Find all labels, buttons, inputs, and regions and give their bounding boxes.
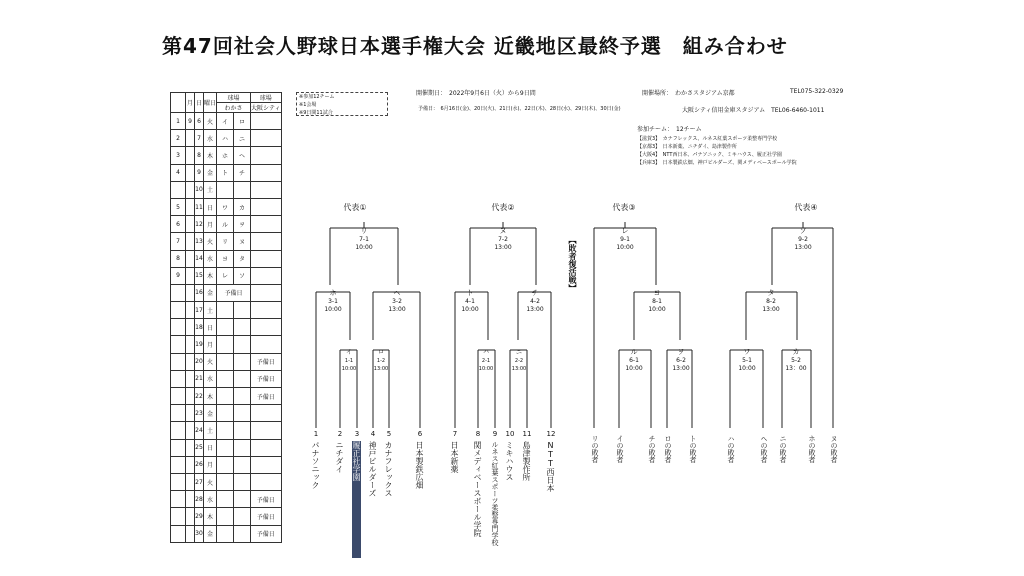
tel1-text: TEL075-322-0329	[790, 88, 844, 95]
row-day: 15	[195, 267, 204, 284]
team-number: 2	[337, 430, 343, 438]
team-number: 12	[546, 430, 556, 438]
row-weekday: 月	[204, 456, 217, 473]
game-letter: ニ	[515, 349, 523, 356]
game-number: 1-2	[376, 358, 386, 364]
row-day: 7	[195, 130, 204, 147]
game-number: 2-1	[481, 358, 491, 364]
row-venue-a-game1: ヨ	[217, 250, 234, 267]
row-venue-a-game2: ヌ	[234, 233, 251, 250]
game-number: 3-2	[392, 298, 402, 305]
row-weekday: 土	[204, 422, 217, 439]
team-number: 9	[492, 430, 498, 438]
game-letter: ホ	[329, 289, 337, 297]
game-letter: ヲ	[677, 348, 685, 356]
header-weekday: 曜日	[204, 93, 217, 113]
teams-count-text: 参加チーム： 12チーム	[637, 126, 702, 133]
game-letter: カ	[792, 348, 800, 356]
loser-slot-label: ホの敗者	[808, 435, 816, 463]
row-number: 7	[171, 233, 186, 250]
row-weekday: 木	[204, 388, 217, 405]
game-letter: ハ	[482, 349, 490, 356]
loser-slot-label: ニの敗者	[779, 435, 787, 463]
row-weekday: 日	[204, 198, 217, 215]
row-venue-a-game2: タ	[234, 250, 251, 267]
row-day: 22	[195, 388, 204, 405]
row-month: 9	[186, 113, 195, 130]
note-line: ※9日間11試合	[299, 110, 333, 116]
row-day: 18	[195, 319, 204, 336]
game-number: 6-1	[629, 357, 639, 364]
row-number: 5	[171, 198, 186, 215]
game-time: 10:00	[461, 306, 479, 313]
loser-slot-label: トの敗者	[689, 435, 697, 463]
row-venue-a-game1: リ	[217, 233, 234, 250]
row-weekday: 土	[204, 181, 217, 198]
row-venue-a-game2: チ	[234, 164, 251, 181]
row-venue-a-reserve: 予備日	[217, 284, 251, 301]
game-time: 13：00	[785, 365, 807, 372]
loser-slot-label: チの敗者	[648, 435, 656, 463]
representative-label: 代表①	[343, 203, 367, 212]
game-number: 5-1	[742, 357, 752, 364]
row-number: 8	[171, 250, 186, 267]
game-time: 13:00	[373, 366, 389, 372]
row-venue-a-game1: ホ	[217, 147, 234, 164]
row-venue-a-game1: イ	[217, 113, 234, 130]
team-name: 島津製作所	[522, 441, 531, 481]
game-letter: ヘ	[393, 289, 401, 297]
game-letter: ソ	[799, 227, 807, 235]
team-name: NTT西日本	[546, 441, 555, 492]
row-weekday: 日	[204, 319, 217, 336]
row-weekday: 月	[204, 336, 217, 353]
row-weekday: 火	[204, 113, 217, 130]
row-venue-a-game1: ト	[217, 164, 234, 181]
team-name: 履正社学園	[352, 441, 361, 558]
row-number: 9	[171, 267, 186, 284]
representative-label: 代表③	[612, 203, 636, 212]
game-time: 10:00	[478, 366, 494, 372]
row-venue-b: 予備日	[251, 491, 282, 508]
game-time: 10:00	[738, 365, 756, 372]
row-weekday: 土	[204, 302, 217, 319]
period-text: 開催期日： 2022年9月6日（火）から9日間	[416, 90, 536, 97]
game-number: 2-2	[514, 358, 524, 364]
team-number: 4	[370, 430, 376, 438]
row-day: 21	[195, 370, 204, 387]
team-name: 神戸ビルダーズ	[368, 441, 377, 497]
team-name: カナフレックス	[384, 441, 393, 497]
row-day: 19	[195, 336, 204, 353]
header-venue-a-name: わかさ	[217, 103, 251, 113]
row-venue-b: 予備日	[251, 508, 282, 525]
row-number: 3	[171, 147, 186, 164]
row-day: 29	[195, 508, 204, 525]
loser-slot-label: ヘの敗者	[760, 435, 768, 463]
venue1-text: 開催場所： わかさスタジアム京都	[642, 90, 735, 97]
game-number: 9-1	[620, 236, 630, 243]
loser-slot-label: イの敗者	[616, 435, 624, 463]
team-name: ミキハウス	[505, 441, 514, 481]
loser-slot-label: ヌの敗者	[830, 435, 838, 463]
team-number: 7	[452, 430, 458, 438]
row-venue-a-game2: ヘ	[234, 147, 251, 164]
game-time: 10:00	[355, 244, 373, 251]
game-letter: ワ	[743, 348, 751, 356]
team-number: 3	[354, 430, 360, 438]
header-day: 日	[195, 93, 204, 113]
row-weekday: 木	[204, 147, 217, 164]
game-letter: ル	[630, 348, 638, 356]
game-time: 10:00	[616, 244, 634, 251]
row-weekday: 木	[204, 267, 217, 284]
row-venue-a-game2: カ	[234, 198, 251, 215]
row-weekday: 木	[204, 508, 217, 525]
game-number: 9-2	[798, 236, 808, 243]
venue2-text: 大阪シティ信用金庫スタジアム TEL06-6460-1011	[682, 107, 825, 114]
row-day: 25	[195, 439, 204, 456]
row-weekday: 金	[204, 405, 217, 422]
tier-line: 【兵庫3】 日本製鉄広畑、神戸ビルダーズ、関メディベースボール学院	[637, 160, 797, 166]
row-day: 9	[195, 164, 204, 181]
row-number: 6	[171, 216, 186, 233]
game-number: 4-2	[530, 298, 540, 305]
row-day: 12	[195, 216, 204, 233]
row-weekday: 金	[204, 164, 217, 181]
row-venue-a-game2: ニ	[234, 130, 251, 147]
game-number: 8-2	[766, 298, 776, 305]
row-weekday: 金	[204, 284, 217, 301]
row-weekday: 水	[204, 130, 217, 147]
representative-label: 代表②	[491, 203, 515, 212]
header-month: 月	[186, 93, 195, 113]
row-weekday: 火	[204, 233, 217, 250]
reserve-text: 予備日： 6月16日(金)、20日(火)、21日(水)、22日(木)、28日(水)、29日(木)、30日(金)	[418, 106, 621, 112]
row-venue-a-game2: ヲ	[234, 216, 251, 233]
loser-slot-label: ハの敗者	[727, 435, 735, 463]
row-venue-a-game1: レ	[217, 267, 234, 284]
row-day: 16	[195, 284, 204, 301]
header-venue-a: 球場	[217, 93, 251, 103]
game-time: 13:00	[794, 244, 812, 251]
game-letter: タ	[767, 289, 775, 297]
row-weekday: 水	[204, 491, 217, 508]
row-day: 23	[195, 405, 204, 422]
team-number: 8	[475, 430, 481, 438]
row-weekday: 水	[204, 370, 217, 387]
game-time: 10:00	[648, 306, 666, 313]
row-weekday: 日	[204, 439, 217, 456]
note-line: ※参加12チーム	[299, 94, 335, 100]
loser-slot-label: リの敗者	[591, 435, 599, 463]
game-time: 13:00	[672, 365, 690, 372]
page-title: 第47回社会人野球日本選手権大会 近畿地区最終予選 組み合わせ	[162, 34, 788, 58]
game-letter: ヨ	[653, 289, 661, 297]
team-number: 5	[386, 430, 392, 438]
row-day: 27	[195, 473, 204, 490]
row-weekday: 火	[204, 353, 217, 370]
game-time: 10:00	[625, 365, 643, 372]
game-letter: ロ	[377, 349, 385, 356]
game-number: 3-1	[328, 298, 338, 305]
row-day: 6	[195, 113, 204, 130]
game-time: 10:00	[341, 366, 357, 372]
note-line: ※1会場	[299, 102, 317, 108]
team-number: 10	[505, 430, 515, 438]
team-number: 6	[417, 430, 423, 438]
tier-line: 【京都3】 日本新薬、ニチダイ、島津製作所	[637, 144, 737, 150]
row-weekday: 火	[204, 473, 217, 490]
game-letter: ト	[466, 289, 474, 297]
row-number: 1	[171, 113, 186, 130]
game-number: 7-2	[498, 236, 508, 243]
team-name: ニチダイ	[335, 441, 344, 473]
team-name: 関メディベースボール学院	[473, 441, 482, 537]
row-number: 2	[171, 130, 186, 147]
row-venue-b: 予備日	[251, 388, 282, 405]
row-day: 17	[195, 302, 204, 319]
game-time: 10:00	[324, 306, 342, 313]
game-letter: チ	[531, 289, 539, 297]
team-number: 11	[522, 430, 532, 438]
game-number: 1-1	[344, 358, 354, 364]
team-name: パナソニック	[311, 441, 320, 489]
row-day: 10	[195, 181, 204, 198]
game-number: 7-1	[359, 236, 369, 243]
tier-line: 【大阪4】 NTT西日本、パナソニック、ミキハウス、履正社学園	[637, 152, 782, 158]
row-venue-b: 予備日	[251, 525, 282, 542]
game-letter: レ	[621, 227, 629, 235]
game-time: 13:00	[526, 306, 544, 313]
game-letter: リ	[360, 227, 368, 235]
row-venue-a-game1: ワ	[217, 198, 234, 215]
game-number: 6-2	[676, 357, 686, 364]
row-weekday: 月	[204, 216, 217, 233]
game-time: 13:00	[762, 306, 780, 313]
team-number: 1	[313, 430, 319, 438]
row-number: 4	[171, 164, 186, 181]
row-venue-a-game1: ル	[217, 216, 234, 233]
row-day: 14	[195, 250, 204, 267]
game-number: 5-2	[791, 357, 801, 364]
row-day: 28	[195, 491, 204, 508]
game-letter: ヌ	[499, 227, 507, 235]
row-venue-a-game2: ソ	[234, 267, 251, 284]
team-name: 日本新薬	[450, 441, 459, 473]
game-time: 13:00	[511, 366, 527, 372]
row-day: 20	[195, 353, 204, 370]
header-venue-b-name: 大阪シティ	[251, 103, 282, 113]
row-day: 11	[195, 198, 204, 215]
team-name: 日本製鉄広畑	[415, 441, 424, 489]
row-venue-b: 予備日	[251, 370, 282, 387]
game-number: 8-1	[652, 298, 662, 305]
team-name: ルネス紅葉スポーツ柔整専門学校	[491, 441, 499, 546]
row-day: 30	[195, 525, 204, 542]
tier-line: 【滋賀3】 カナフレックス、ルネス紅葉スポーツ柔整専門学校	[637, 136, 778, 142]
row-day: 26	[195, 456, 204, 473]
row-day: 24	[195, 422, 204, 439]
row-weekday: 金	[204, 525, 217, 542]
header-venue-b: 球場	[251, 93, 282, 103]
representative-label: 代表④	[794, 203, 818, 212]
repechage-label: 【敗者復活戦】	[568, 236, 577, 292]
game-time: 13:00	[494, 244, 512, 251]
game-letter: イ	[345, 349, 353, 356]
row-venue-b: 予備日	[251, 353, 282, 370]
game-time: 13:00	[388, 306, 406, 313]
row-venue-a-game2: ロ	[234, 113, 251, 130]
loser-slot-label: ロの敗者	[664, 435, 672, 463]
row-weekday: 水	[204, 250, 217, 267]
row-day: 8	[195, 147, 204, 164]
game-number: 4-1	[465, 298, 475, 305]
row-venue-a-game1: ハ	[217, 130, 234, 147]
row-day: 13	[195, 233, 204, 250]
